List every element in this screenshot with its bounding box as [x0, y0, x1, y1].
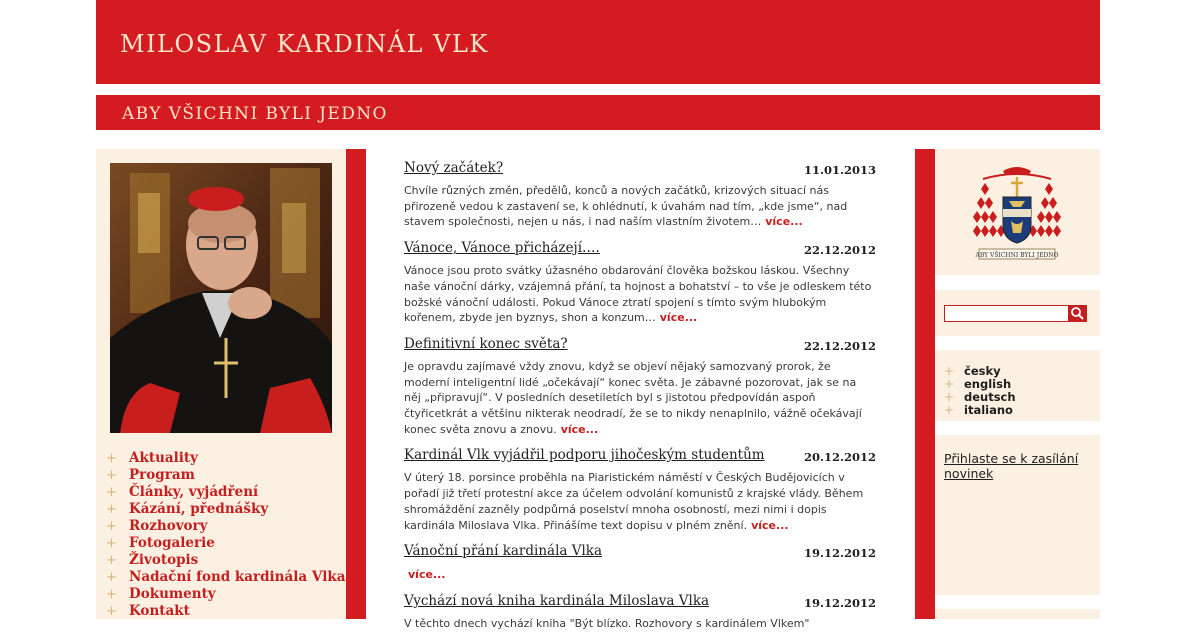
article-perex: Vánoce jsou proto svátky úžasného obdarování člověka božskou láskou. Všechny naše vánoční dárky, vzájemná přání, ta hojnost a bohatství – to vše je odleskem této božské vánoční události. Pokud Vánoce ztratí spojení s tímto svým hlubokým kořenem, zbyde jen byznys, shon a konzum…: [404, 264, 872, 325]
article-date: 11.01.2013: [803, 163, 876, 177]
language-it[interactable]: [944, 399, 1016, 417]
language-label[interactable]: italiano: [964, 403, 1013, 417]
right-bottom-box: [935, 609, 1100, 619]
nav-item-label[interactable]: Nadační fond kardinála Vlka: [129, 569, 346, 585]
nav-item-label[interactable]: Články, vyjádření: [129, 484, 259, 500]
motto-bar: [96, 95, 1100, 130]
nav-item-label[interactable]: Životopis: [129, 552, 199, 568]
more-link[interactable]: více...: [408, 568, 446, 582]
site-header: [96, 0, 1100, 84]
language-cs[interactable]: [944, 360, 1016, 378]
article-item: [404, 447, 876, 533]
article-item: [404, 543, 876, 583]
main-nav: [106, 447, 346, 617]
nav-item-label[interactable]: Kontakt: [129, 603, 190, 619]
plus-icon: +: [944, 390, 955, 404]
left-sidebar: [96, 149, 346, 619]
nav-item-clanky[interactable]: [106, 481, 346, 498]
nav-item-program[interactable]: [106, 464, 346, 481]
plus-icon: +: [106, 502, 117, 517]
more-link[interactable]: více...: [659, 311, 698, 325]
plus-icon: +: [944, 364, 955, 378]
article-list: [404, 160, 876, 642]
article-perex: Chvíle různých změn, předělů, konců a nových začátků, krizových situací nás přirozeně vedou k zastavení se, k ohlédnutí, k úvahám nad tím, „kde jsme“, nad stavem společnosti, nejen u nás, i nad naším vlastním životem…: [404, 184, 848, 229]
more-link[interactable]: více...: [765, 215, 803, 229]
language-de[interactable]: [944, 386, 1016, 404]
nav-item-nadacni-fond[interactable]: [106, 566, 346, 583]
plus-icon: +: [106, 604, 117, 619]
site-motto: ABY VŠICHNI BYLI JEDNO: [122, 104, 388, 124]
article-title[interactable]: Vychází nová kniha kardinála Miloslava Vlka: [404, 592, 710, 609]
plus-icon: +: [106, 451, 117, 466]
nav-item-label[interactable]: Program: [129, 467, 195, 483]
more-link[interactable]: více...: [560, 422, 599, 436]
language-label[interactable]: english: [964, 377, 1012, 391]
search-box: [935, 290, 1100, 336]
cardinal-portrait: [110, 163, 332, 433]
nav-item-rozhovory[interactable]: [106, 515, 346, 532]
nav-item-label[interactable]: Dokumenty: [129, 586, 216, 602]
article-item: [404, 336, 876, 438]
language-en[interactable]: [944, 373, 1016, 391]
nav-item-label[interactable]: Fotogalerie: [129, 535, 215, 551]
nav-item-kazani[interactable]: [106, 498, 346, 515]
article-date: 19.12.2012: [803, 595, 876, 610]
article-date: 22.12.2012: [803, 338, 876, 353]
plus-icon: +: [106, 536, 117, 551]
plus-icon: +: [106, 468, 117, 483]
article-date: 19.12.2012: [803, 546, 876, 561]
article-date: 22.12.2012: [803, 243, 876, 258]
nav-item-label[interactable]: Aktuality: [129, 450, 198, 466]
nav-item-aktuality[interactable]: [106, 447, 346, 464]
crest-motto: ABY VŠICHNI BYLI JEDNO: [975, 252, 1059, 259]
article-item: [404, 160, 876, 230]
right-divider-bar: [915, 149, 935, 619]
nav-item-fotogalerie[interactable]: [106, 532, 346, 549]
newsletter-box: [935, 435, 1100, 595]
plus-icon: +: [944, 377, 955, 391]
plus-icon: +: [944, 403, 955, 417]
plus-icon: +: [106, 553, 117, 568]
coat-of-arms-box: [935, 149, 1100, 275]
left-divider-bar: [346, 149, 366, 619]
nav-item-label[interactable]: Kázání, přednášky: [129, 501, 269, 517]
nav-item-kontakt[interactable]: [106, 600, 346, 617]
site-title[interactable]: MILOSLAV KARDINÁL VLK: [120, 30, 489, 58]
language-box: [935, 350, 1100, 421]
portrait-image: [110, 163, 332, 433]
language-list: [944, 360, 1016, 417]
article-perex: V těchto dnech vychází kniha "Být blízko. Rozhovory s kardinálem Vlkem": [404, 616, 810, 630]
article-date: 20.12.2012: [803, 450, 876, 465]
plus-icon: +: [106, 519, 117, 534]
search-icon: [1068, 305, 1087, 322]
article-perex: Je opravdu zajímavé vždy znovu, když se objeví nějaký samozvaný prorok, že moderní inteligentní lidé „očekávají“ konec světa. Je zábavné pozorovat, jak se na něj „připravují“. V posledních desetiletích byl s jistotou předpovídán aspoň čtyřicetkrát a většinu nikterak neodradí, že se to nikdy nenaplnilo, vážně očekávají konec světa znovu a znovu.: [404, 359, 862, 436]
article-title[interactable]: Vánoce, Vánoce přicházejí….: [404, 240, 600, 257]
plus-icon: +: [106, 570, 117, 585]
article-item: [404, 240, 876, 326]
plus-icon: +: [106, 587, 117, 602]
search-button[interactable]: [1068, 305, 1087, 322]
nav-item-label[interactable]: Rozhovory: [129, 518, 208, 534]
article-title[interactable]: Nový začátek?: [404, 160, 504, 176]
article-title[interactable]: Kardinál Vlk vyjádřil podporu jihočeským studentům: [404, 447, 765, 464]
nav-item-zivotopis[interactable]: [106, 549, 346, 566]
more-link[interactable]: více...: [751, 518, 789, 532]
article-title[interactable]: Definitivní konec světa?: [404, 335, 568, 352]
search-input[interactable]: [944, 305, 1070, 322]
article-perex: V úterý 18. porsince proběhla na Piaristickém náměstí v Českých Budějovicích v pořadí již třetí protestní akce za účelem odvolání komunistů z krajské vlády. Během shromáždění zazněly podpůrná poselství mnoha osobností, mezi nimi i dopis kardinála Miloslava Vlka. Přinášíme text dopisu v plném znění.: [404, 471, 864, 532]
plus-icon: +: [106, 485, 117, 500]
article-title[interactable]: Vánoční přání kardinála Vlka: [404, 543, 603, 560]
nav-item-dokumenty[interactable]: [106, 583, 346, 600]
article-item: [404, 593, 876, 632]
newsletter-signup-link[interactable]: Přihlaste se k zasílání novinek: [944, 451, 1079, 481]
coat-of-arms-icon: [973, 163, 1061, 263]
language-label[interactable]: česky: [964, 364, 1001, 378]
language-label[interactable]: deutsch: [964, 390, 1016, 404]
